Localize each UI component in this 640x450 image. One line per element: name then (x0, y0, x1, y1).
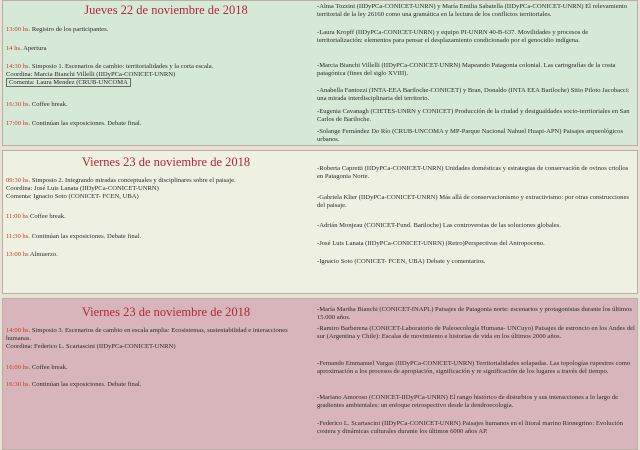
day-panel-thursday (2, 0, 638, 146)
talk-item: -Gabriela Klier (IIDyPCa-CONICET-UNRN) Más allá de conservacionismo y extractivismo: por otras construcciones del paisaje. (317, 194, 629, 210)
talk-item: -Ramiro Barberena (CONICET-Laboratorio de Paleoecología Humana- UNCuyo) Paisajes de estroncio en los Andes del sur (Argentina y Chile): Escalas de movimiento e historias de vida en los últimos 2000 años. (317, 325, 635, 341)
schedule-time: 13:00 hs. (6, 26, 31, 33)
schedule-text: Coffee break. (31, 364, 68, 371)
schedule-time: 16:30 hs. (6, 381, 31, 388)
schedule-text: Simposio 2. Integrando miradas conceptuales y disciplinares sobre el paisaje. (31, 177, 236, 184)
talk-item: -Roberta Capretti (IIDyPCa-CONICET-UNRN) Unidades domésticas y estrategias de conservación de ovinos criollos en Patagonia Norte. (317, 165, 629, 181)
day-panel-friday-afternoon (2, 298, 638, 450)
schedule-time: 13:00 hs (6, 251, 29, 258)
schedule-text: Simposio 3. Escenarios de cambio en escala amplia: Ecosistemas, sustentabilidad e interacciones humanas. (6, 327, 288, 343)
talk-item: -Fernando Emmanuel Vargas (IIDyPCa-CONICET-UNRN) Territorialidades solapadas. Las topologías rupestres como aproximación a los procesos de apropiación, significación y re significación de los lugares a través del tiempo. (317, 360, 631, 376)
schedule-text: Apertura (23, 45, 47, 52)
schedule-text: Continúan las exposiciones. Debate final. (31, 120, 142, 127)
schedule-time: 09:30 hs. (6, 177, 31, 184)
talk-item: -Marcia Bianchi Villelli (IIDyPCa-CONICET-UNRN) Mapeando Patagonia colonial. Las cartografías de la costa patagónica (fines del siglo XVIII). (317, 62, 616, 78)
schedule-item (6, 63, 306, 88)
commentator: Comenta: Ignacio Soto (CONICET- FCEN, UBA) (6, 193, 139, 201)
talk-item: -Alma Tozzini (IIDyPCa-CONICET-UNRN) y María Emilia Sabatella (IIDyPCa-CONICET-UNRN) El relevamiento territorial de la ley 26160 como una gramática en la lectura de los conflictos territoriales. (317, 3, 628, 19)
schedule-item (6, 381, 141, 389)
schedule-text: Continúan las exposiciones. Debate final. (31, 381, 142, 388)
day-panel-friday-morning (2, 150, 638, 294)
talk-item: -María Martha Bianchi (CONICET-INAPL) Paisajes de Patagonia norte: escenarios y protagonistas durante los últimos 15.000 años. (317, 306, 632, 322)
schedule-time: 14:00 hs. (6, 327, 31, 334)
talk-item: -Eugenia Cavanagh (CIETES-UNRN y CONICET) Producción de la ciudad y desigualdades socio-territoriales en San Carlos de Bariloche. (317, 108, 630, 124)
schedule-time: 16:30 hs. (6, 101, 31, 108)
talk-item: -José Luis Lanata (IIDyPCa-CONICET-UNRN) (Retro)Perspectivas del Antropoceno. (317, 240, 545, 247)
schedule-time: 17:00 hs. (6, 120, 31, 127)
coordinator: Coordina: Federico L. Scartascini (IIDyPCa-CONICET-UNRN) (6, 343, 176, 351)
schedule-item (6, 233, 141, 241)
schedule-item (6, 177, 306, 202)
talk-item: -Adrián Monjeau (CONICET-Fund. Bariloche) Las controversias de las soluciones globales. (317, 222, 561, 229)
schedule-time: 16:00 hs. (6, 364, 31, 371)
talk-item: -Solange Fernández Do Río (CRUB-UNCOMA y MP-Parque Nacional Nahuel Huapi-APN) Paisajes arqueológicos urbanos. (317, 128, 624, 144)
day-heading: Jueves 22 de noviembre de 2018 (84, 3, 248, 17)
schedule-item (6, 120, 141, 128)
schedule-time: 11:00 hs (6, 213, 29, 220)
schedule-item (6, 327, 306, 352)
day-heading: Viernes 23 de noviembre de 2018 (81, 155, 251, 169)
schedule-item (6, 213, 66, 221)
schedule-text: Almuerzo. (29, 251, 58, 258)
schedule-item (6, 26, 108, 34)
schedule-time: 14:30 hs. (6, 63, 31, 70)
schedule-text: Coffee break. (31, 101, 68, 108)
talk-item: -Ignacio Soto (CONICET- FCEN, UBA) Debate y comentarios. (317, 258, 486, 265)
talk-item: -Mariano Amoroso (CONICET-IIDyPCa-UNRN) El rango histórico de disturbios y sus interacciones a lo largo de gradientes ambientales: un enfoque retrospectivo desde la dendroecología. (317, 394, 619, 410)
schedule-time: 14 hs. (6, 45, 22, 52)
schedule-item (6, 364, 68, 372)
schedule-time: 11:30 hs. (6, 233, 30, 240)
schedule-text: Simposio 1. Escenarios de cambio: territorialidades y la corta escala. (31, 63, 214, 70)
schedule-item (6, 101, 68, 109)
schedule-text: Registro de los participantes. (31, 26, 109, 33)
commentator: Comenta: Laura Mendez (CRUB-UNCOMA (6, 78, 131, 87)
coordinator: Coordina: José Luis Lanata (IIDyPCa-CONICET-UNRN) (6, 185, 159, 193)
coordinator: Coordina: Marcia Bianchi Villelli (IIDyPCa-CONICET-UNRN) (6, 71, 176, 79)
talk-item: -Federico L. Scartascini (IIDyPCa-CONICET-UNRN) Paisajes humanos en el litoral marino Rionegrino: Evolución costera y dinámicas culturales durante los últimos 6000 años AP. (317, 420, 623, 436)
schedule-text: Continúan las exposiciones. Debate final. (31, 233, 142, 240)
talk-item: -Laura Kropff (IIDyPCa-CONICET-UNRN) y equipo PI-UNRN 40-B-637. Movilidades y procesos de territorialización: elementos para pensar el desplazamiento condicionado por el genocidio indígena. (317, 29, 589, 45)
schedule-item (6, 45, 47, 53)
schedule-item (6, 251, 58, 259)
schedule-text: Coffee break. (29, 213, 66, 220)
talk-item: -Anabella Fantozzi (INTA-EEA Bariloche-CONICET) y Bran, Donaldo (INTA EEA Bariloche) Sitio Piloto Jacobacci: una mirada interdisciplinaria del territorio. (317, 87, 630, 103)
day-heading: Viernes 23 de noviembre de 2018 (81, 305, 251, 319)
